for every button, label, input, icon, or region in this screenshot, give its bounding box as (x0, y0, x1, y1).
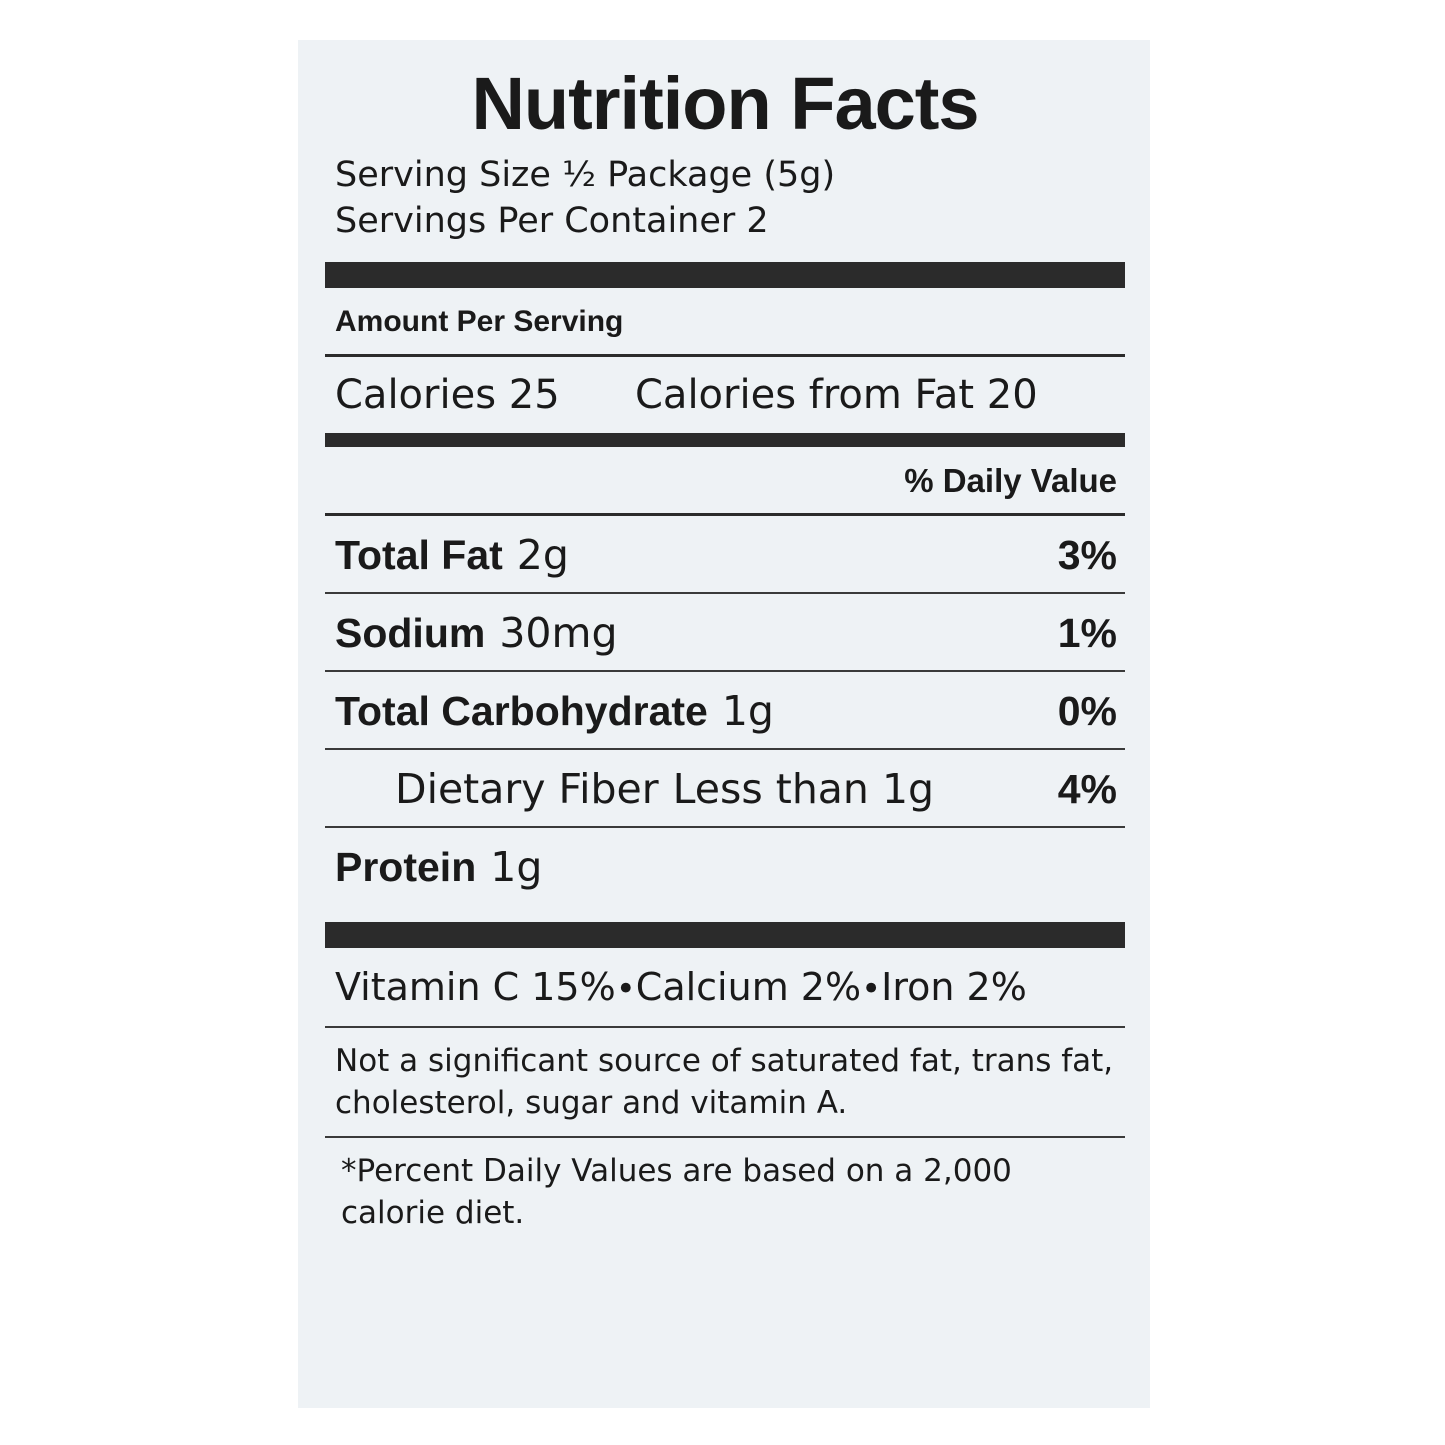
nutrient-daily-value: 0% (1057, 688, 1117, 734)
vitamin-c-value: Vitamin C 15% (335, 965, 616, 1009)
iron-value: Iron 2% (881, 965, 1027, 1009)
nutrient-amount: 30mg (499, 609, 618, 657)
divider-medium-1 (325, 433, 1125, 447)
nutrient-row-protein (325, 828, 1125, 904)
nutrient-amount: Less than 1g (672, 765, 935, 813)
label-title: Nutrition Facts (471, 62, 979, 145)
nutrient-row-sodium (325, 594, 1125, 670)
nutrient-row-total-carbohydrate (325, 672, 1125, 748)
daily-value-footnote: *Percent Daily Values are based on a 2,000 calorie diet. (341, 1153, 1012, 1231)
nutrient-daily-value: 3% (1057, 532, 1117, 578)
bullet-separator-1: • (615, 969, 636, 1009)
nutrient-row-total-fat (325, 516, 1125, 592)
divider-thick-bottom (325, 922, 1125, 948)
divider-thick-top (325, 262, 1125, 288)
nutrient-amount: 1g (721, 687, 774, 735)
daily-value-header: % Daily Value (904, 462, 1117, 499)
nutrient-name: Sodium (335, 610, 486, 656)
nutrient-name: Dietary Fiber (395, 765, 659, 813)
bullet-separator-2: • (861, 969, 882, 1009)
nutrient-amount: 1g (490, 843, 543, 891)
nutrient-name: Total Fat (335, 532, 503, 578)
calories-value: Calories 25 (335, 372, 560, 418)
calcium-value: Calcium 2% (635, 965, 862, 1009)
vitamins-row (325, 948, 1125, 1026)
calories-row (325, 357, 1125, 433)
amount-per-serving-label: Amount Per Serving (335, 305, 624, 338)
nutrient-name: Protein (335, 844, 477, 890)
nutrient-name: Total Carbohydrate (335, 688, 708, 734)
servings-per-container-line: Servings Per Container 2 (335, 201, 769, 241)
nutrient-row-dietary-fiber (325, 750, 1125, 826)
nutrient-daily-value: 1% (1057, 610, 1117, 656)
nutrient-amount: 2g (516, 531, 569, 579)
nutrition-facts-label (325, 62, 1125, 1234)
calories-from-fat-value: Calories from Fat 20 (635, 372, 1038, 418)
serving-size-line: Serving Size ½ Package (5g) (335, 155, 836, 195)
not-significant-source-note: Not a significant source of saturated fat, trans fat, cholesterol, sugar and vitamin A. (335, 1043, 1114, 1121)
nutrient-daily-value: 4% (1057, 766, 1117, 812)
